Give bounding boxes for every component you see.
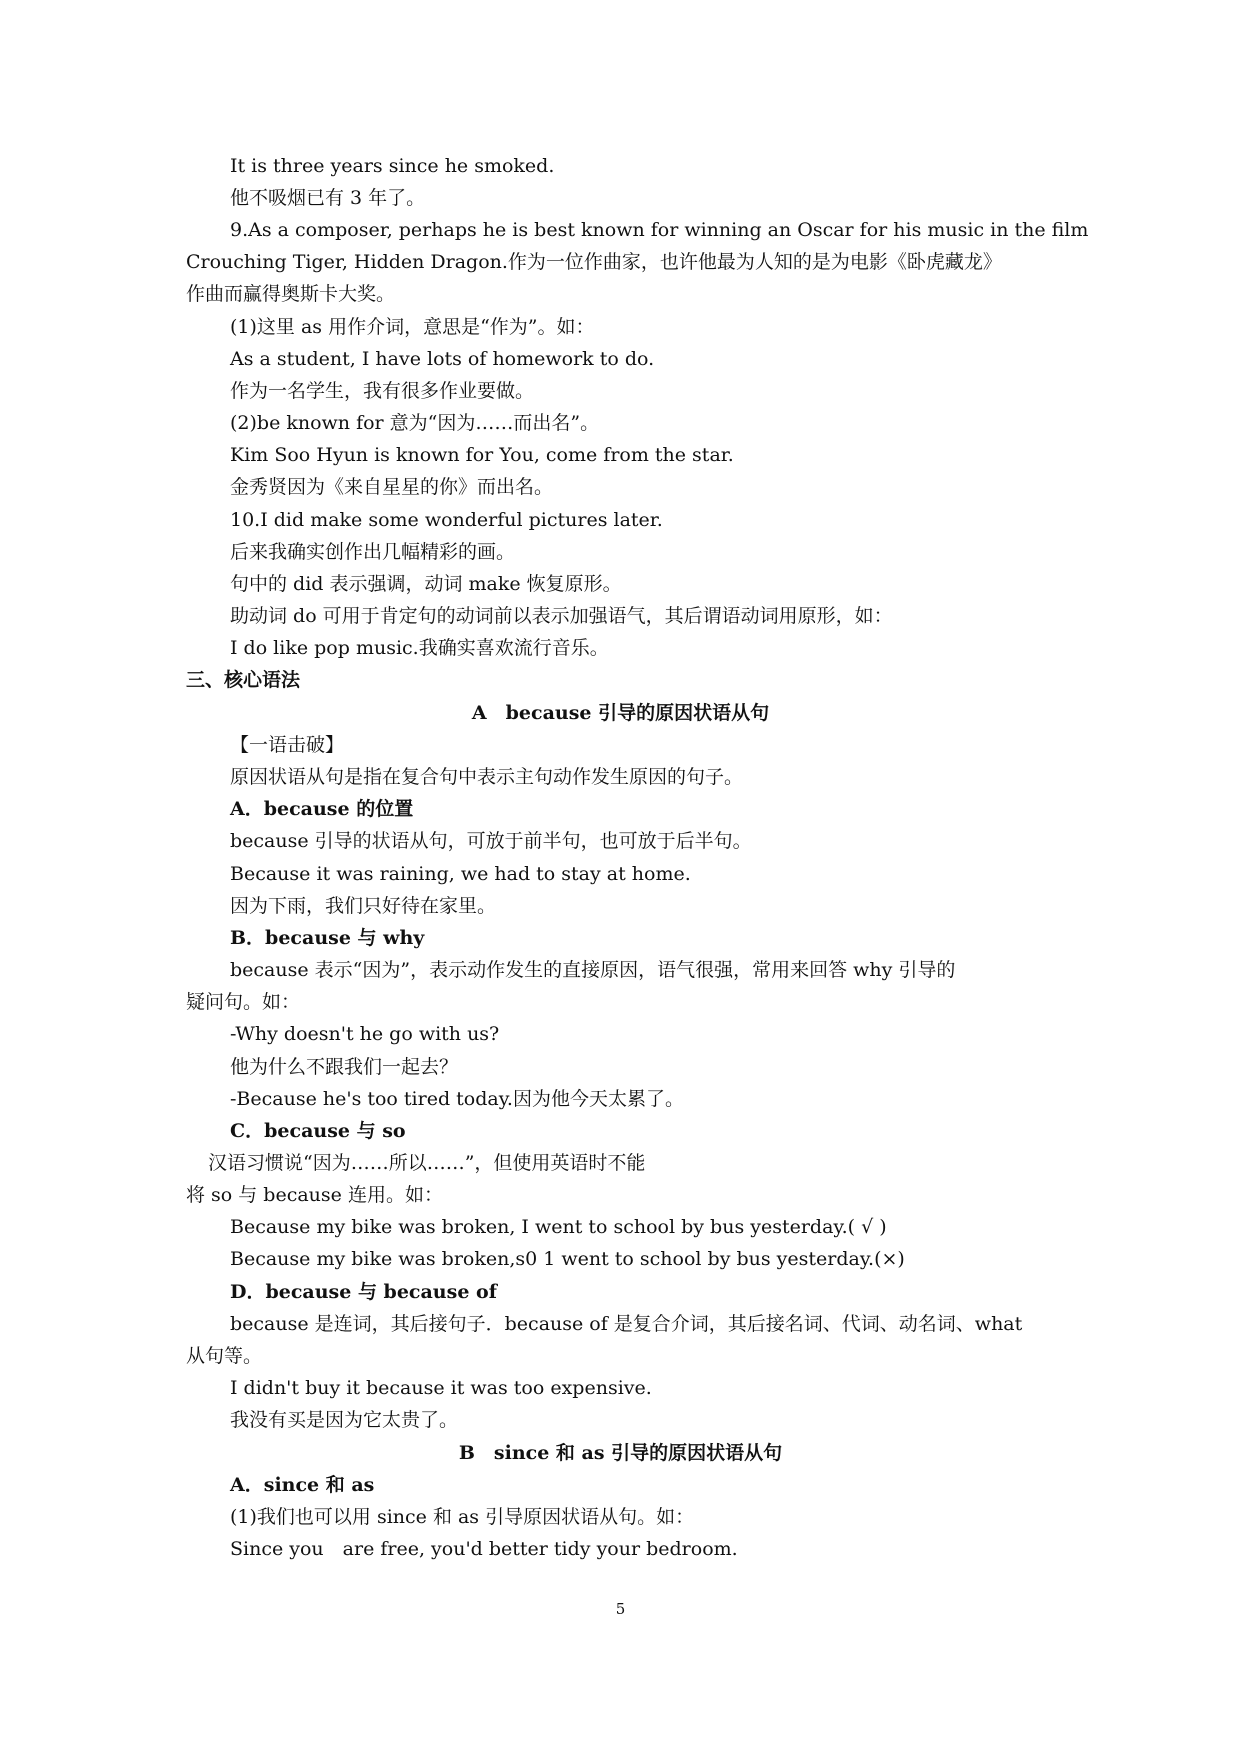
text-line: 作曲而赢得奥斯卡大奖。 xyxy=(186,283,396,305)
text-line: Because my bike was broken,s0 1 went to school by bus yesterday.(×) xyxy=(230,1248,905,1270)
section-heading: 三、核心语法 xyxy=(186,669,301,691)
text-line: 他不吸烟已有 3 年了。 xyxy=(230,187,426,209)
text-line: 汉语习惯说“因为……所以……”，但使用英语时不能 xyxy=(208,1152,646,1174)
page-number: 5 xyxy=(615,1600,626,1618)
point-heading: D．because 与 because of xyxy=(230,1281,497,1303)
subsection-title: B since 和 as 引导的原因状语从句 xyxy=(458,1442,783,1464)
point-heading: A．since 和 as xyxy=(230,1474,375,1496)
text-line: 因为下雨，我们只好待在家里。 xyxy=(230,895,497,917)
text-line: 10.I did make some wonderful pictures later. xyxy=(230,509,663,531)
text-line: -Why doesn't he go with us? xyxy=(230,1023,500,1045)
text-line: 他为什么不跟我们一起去？ xyxy=(230,1056,459,1078)
text-line: It is three years since he smoked. xyxy=(230,155,555,177)
point-heading: B．because 与 why xyxy=(230,927,425,949)
text-line: (1)这里 as 用作介词，意思是“作为”。如： xyxy=(230,316,595,338)
text-line: Kim Soo Hyun is known for You, come from the star. xyxy=(230,444,734,466)
text-line: Crouching Tiger, Hidden Dragon.作为一位作曲家，也许他最为人知的是为电影《卧虎藏龙》 xyxy=(186,251,1002,273)
text-line: because 是连词，其后接句子．because of 是复合介词，其后接名词、代词、动名词、what xyxy=(230,1313,1023,1335)
text-line: because 表示“因为”，表示动作发生的直接原因，语气很强，常用来回答 why 引导的 xyxy=(230,959,956,981)
point-heading: C．because 与 so xyxy=(230,1120,406,1142)
text-line: 金秀贤因为《来自星星的你》而出名。 xyxy=(230,476,554,498)
text-line: 将 so 与 because 连用。如： xyxy=(186,1184,443,1206)
text-line: Since you are free, you'd better tidy your bedroom. xyxy=(230,1538,738,1560)
text-line: 助动词 do 可用于肯定句的动词前以表示加强语气，其后谓语动词用原形，如： xyxy=(230,605,893,627)
text-line: 句中的 did 表示强调，动词 make 恢复原形。 xyxy=(230,573,622,595)
text-line: 从句等。 xyxy=(186,1345,263,1367)
subsection-title: A because 引导的原因状语从句 xyxy=(471,702,770,724)
point-heading: A．because 的位置 xyxy=(230,798,414,820)
text-line: because 引导的状语从句，可放于前半句，也可放于后半句。 xyxy=(230,830,752,852)
text-line: I do like pop music.我确实喜欢流行音乐。 xyxy=(230,637,609,659)
text-line: As a student, I have lots of homework to do. xyxy=(230,348,655,370)
text-line: Because my bike was broken, I went to school by bus yesterday.( √ ) xyxy=(230,1216,887,1238)
text-line: 作为一名学生，我有很多作业要做。 xyxy=(230,380,535,402)
text-line: I didn't buy it because it was too expensive. xyxy=(230,1377,652,1399)
text-line: (2)be known for 意为“因为……而出名”。 xyxy=(230,412,600,434)
text-line: 我没有买是因为它太贵了。 xyxy=(230,1409,459,1431)
text-line: -Because he's too tired today.因为他今天太累了。 xyxy=(230,1088,684,1110)
text-line: 原因状语从句是指在复合句中表示主句动作发生原因的句子。 xyxy=(230,766,744,788)
text-line: 后来我确实创作出几幅精彩的画。 xyxy=(230,541,516,563)
text-line: 9.As a composer, perhaps he is best known for winning an Oscar for his music in the film xyxy=(230,219,1089,241)
text-line: Because it was raining, we had to stay at home. xyxy=(230,863,691,885)
text-line: (1)我们也可以用 since 和 as 引导原因状语从句。如： xyxy=(230,1506,695,1528)
text-line: 疑问句。如： xyxy=(186,991,301,1013)
text-line: 【一语击破】 xyxy=(230,734,345,756)
